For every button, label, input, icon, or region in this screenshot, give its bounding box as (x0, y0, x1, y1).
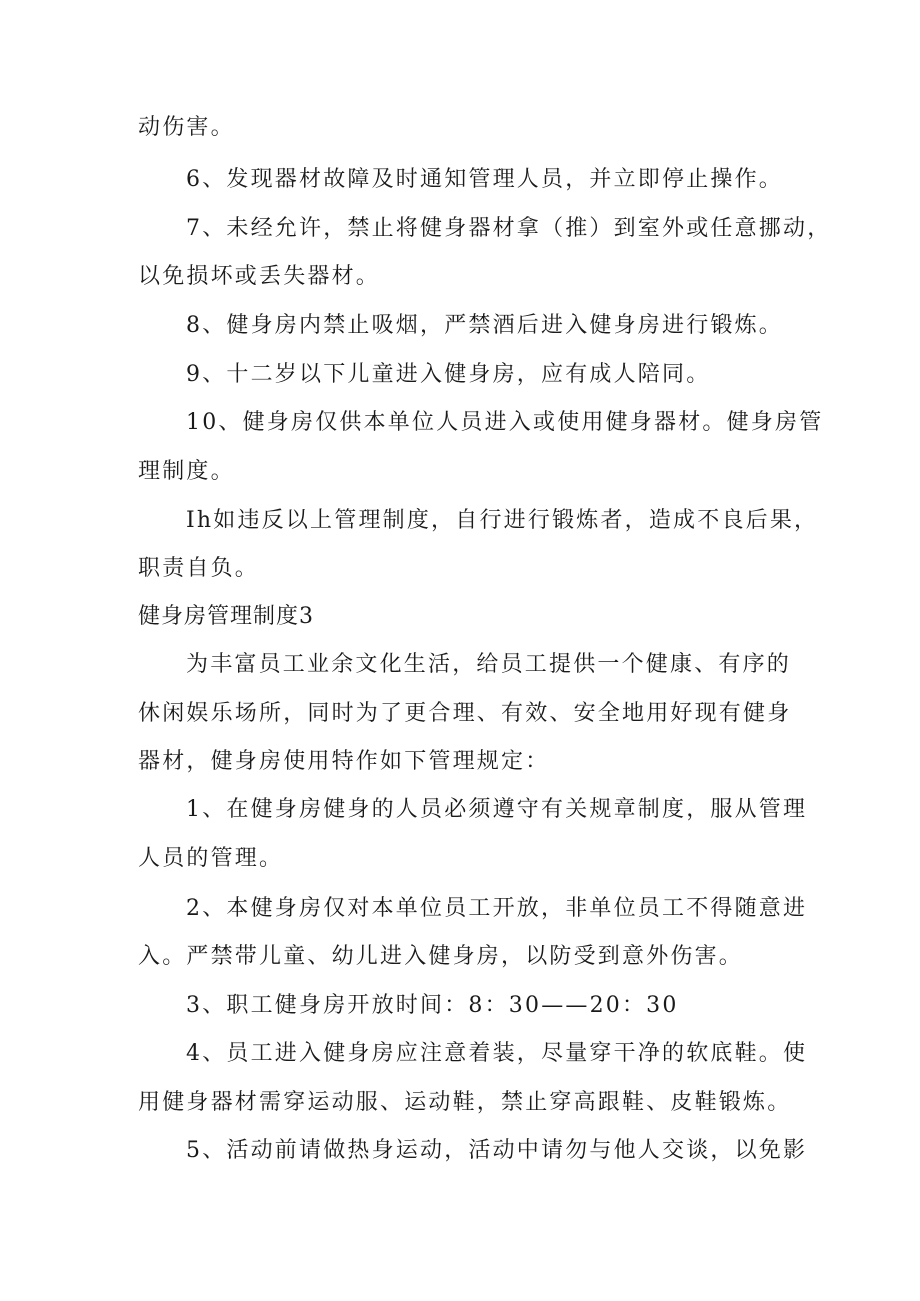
text-line: 用健身器材需穿运动服、运动鞋，禁止穿高跟鞋、皮鞋锻炼。 (138, 1090, 792, 1115)
text-line: 10、健身房仅供本单位人员进入或使用健身器材。健身房管 (186, 410, 824, 435)
text-line: 1、在健身房健身的人员必须遵守有关规章制度，服从管理 (186, 797, 808, 822)
text-line: 休闲娱乐场所，同时为了更合理、有效、安全地用好现有健身 (138, 701, 792, 726)
text-line: 3、职工健身房开放时间：8：30——20：30 (186, 993, 679, 1018)
text-line: 8、健身房内禁止吸烟，严禁酒后进入健身房进行锻炼。 (186, 313, 783, 338)
text-line: 入。严禁带儿童、幼儿进入健身房，以防受到意外伤害。 (138, 944, 744, 969)
text-line: 6、发现器材故障及时通知管理人员，并立即停止操作。 (186, 167, 783, 192)
text-line: 理制度。 (138, 459, 235, 484)
text-line: 7、未经允许，禁止将健身器材拿（推）到室外或任意挪动， (186, 216, 832, 241)
text-line: 器材，健身房使用特作如下管理规定： (138, 749, 550, 774)
text-line: 5、活动前请做热身运动，活动中请勿与他人交谈，以免影 (186, 1138, 808, 1163)
text-line: Ih如违反以上管理制度，自行进行锻炼者，造成不良后果， (186, 508, 819, 533)
section-heading: 健身房管理制度3 (138, 604, 314, 629)
text-line: 2、本健身房仅对本单位员工开放，非单位员工不得随意进 (186, 896, 808, 921)
text-line: 以免损坏或丢失器材。 (138, 264, 381, 289)
text-line: 9、十二岁以下儿童进入健身房，应有成人陪同。 (186, 362, 711, 387)
text-line: 4、员工进入健身房应注意着装，尽量穿干净的软底鞋。使 (186, 1041, 808, 1066)
text-line: 动伤害。 (138, 115, 235, 140)
text-line: 职责自负。 (138, 556, 260, 581)
text-line: 人员的管理。 (138, 846, 284, 871)
text-line: 为丰富员工业余文化生活，给员工提供一个健康、有序的 (186, 652, 792, 677)
